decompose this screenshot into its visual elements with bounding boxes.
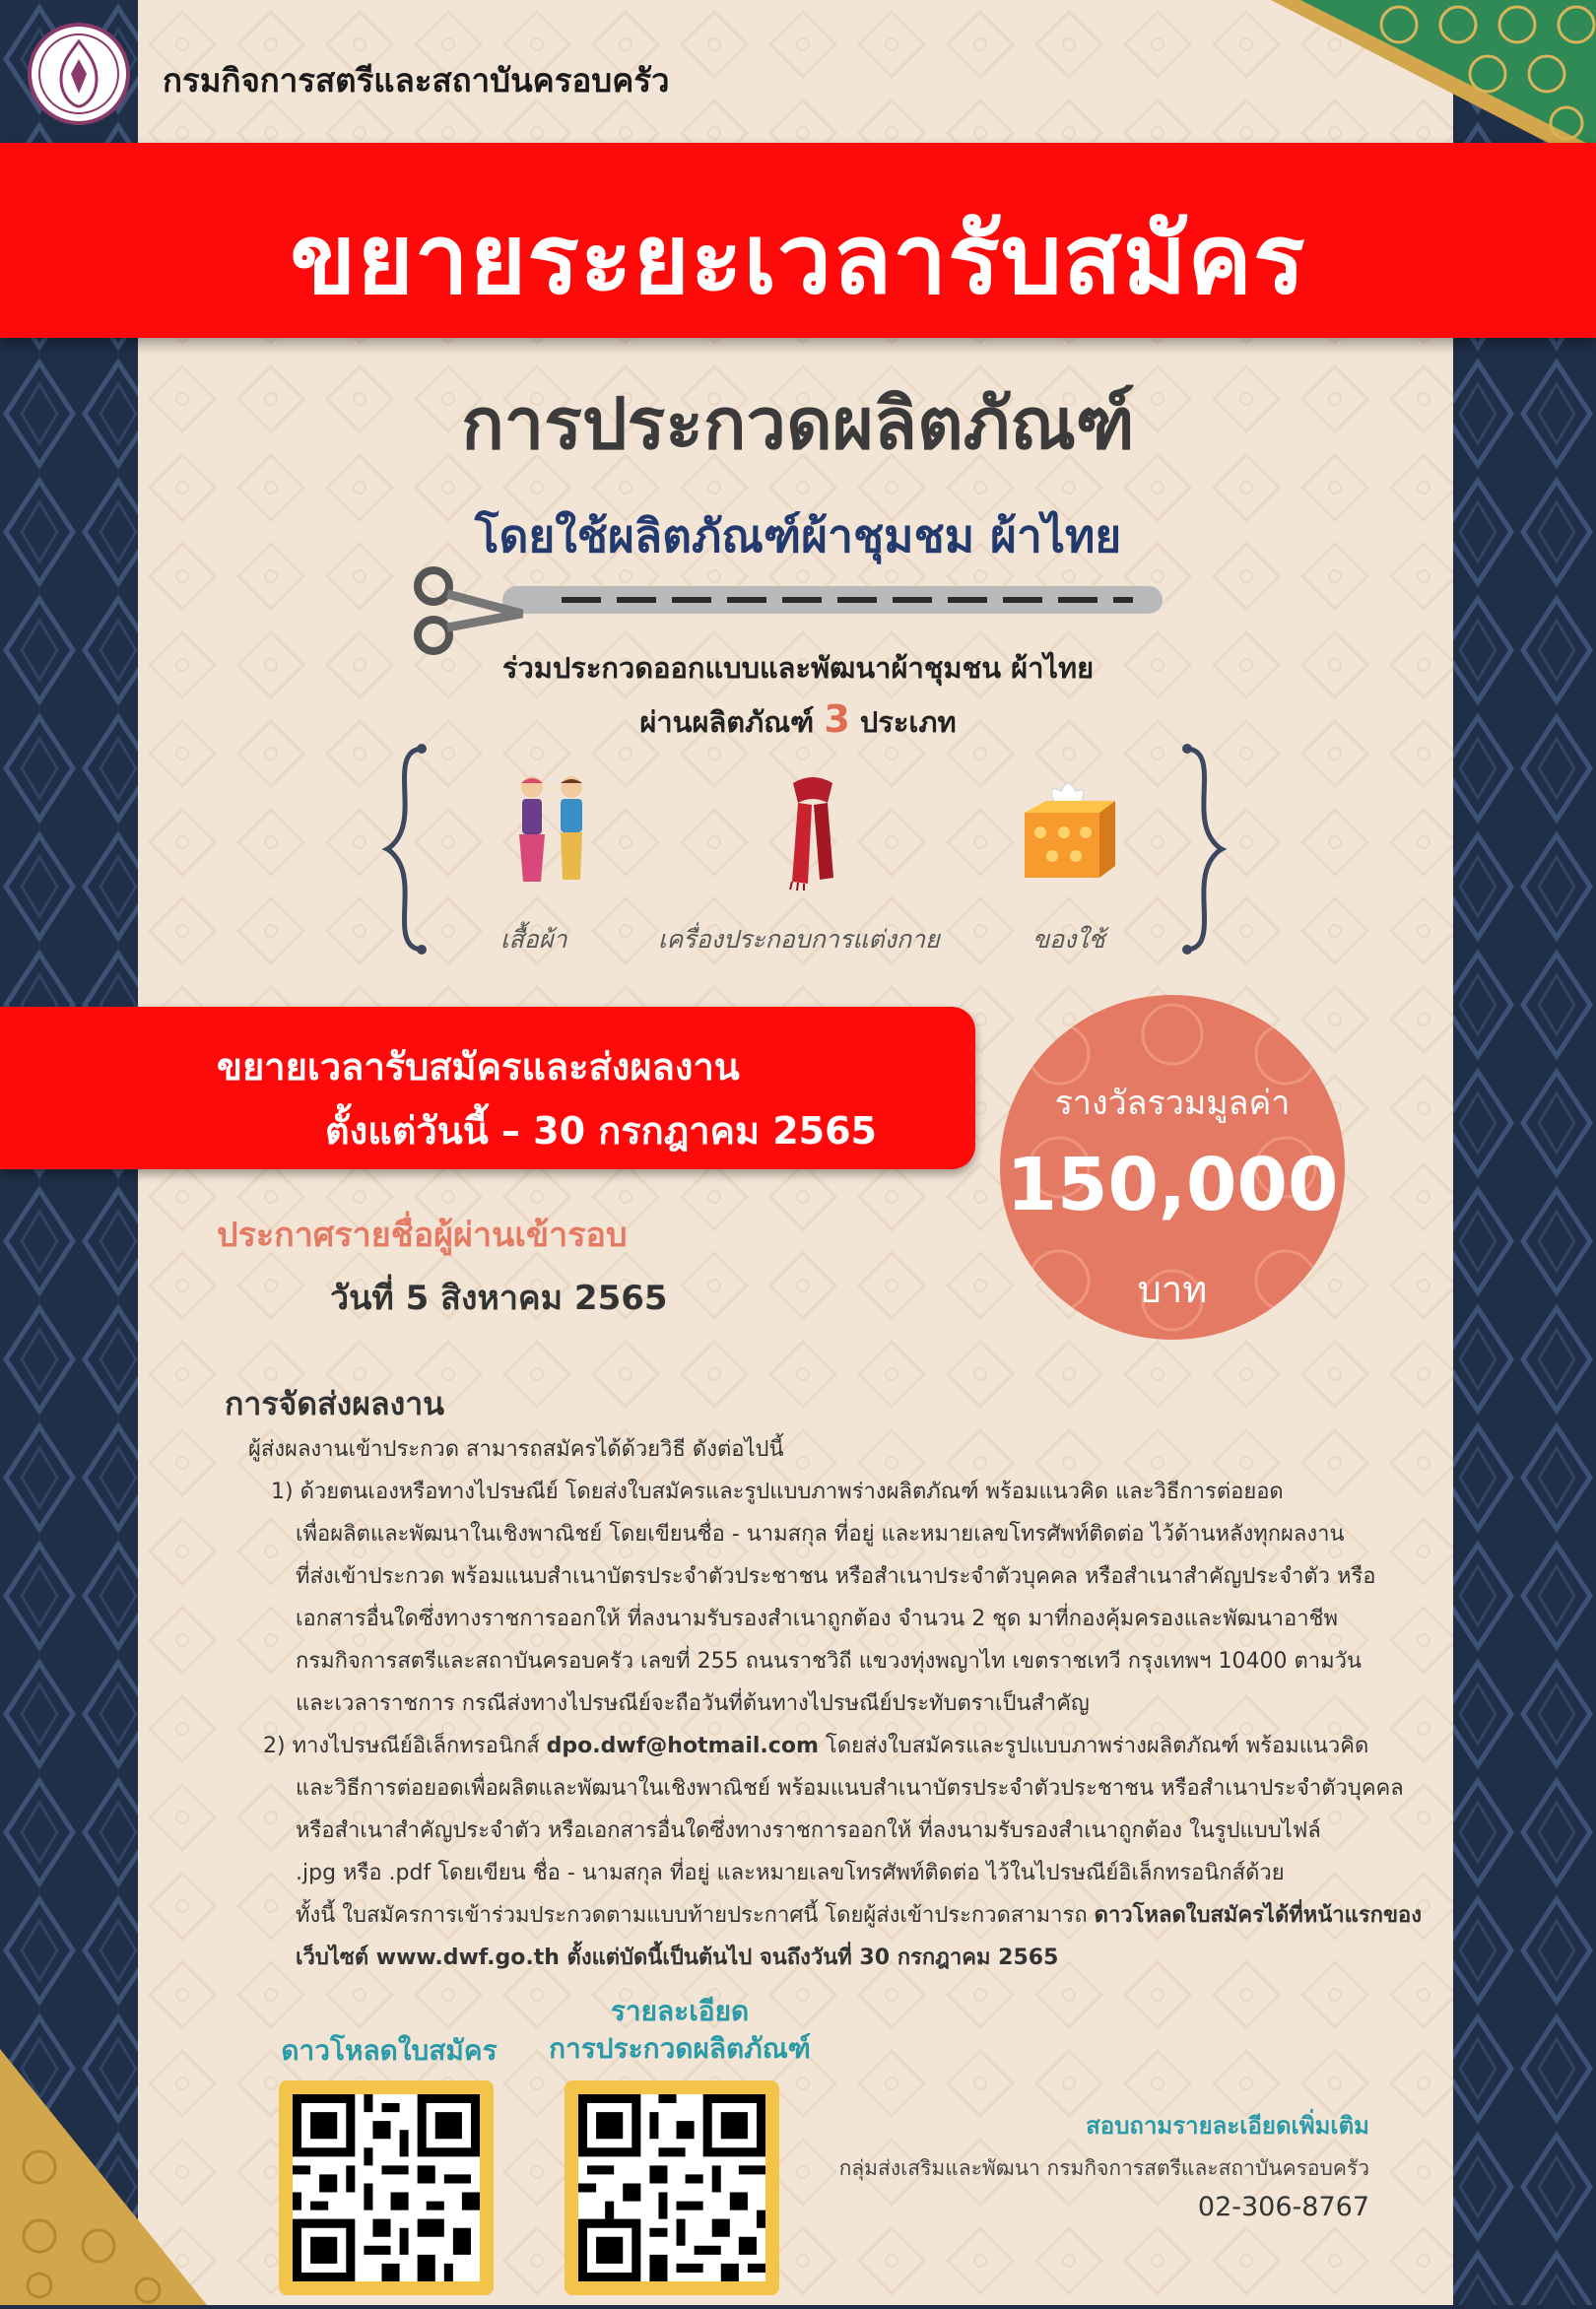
method2-line: .jpg หรือ .pdf โดยเขียน ชื่อ - นามสกุล ที่อยู่ และหมายเลขโทรศัพท์ติดต่อ ไว้ในไปรษณีย์อิเล็กทรอนิกส์ด้วย <box>296 1861 1285 1885</box>
organization-name: กรมกิจการสตรีและสถาบันครอบครัว <box>163 61 670 99</box>
right-pattern-panel <box>1438 0 1596 2305</box>
left-ornament-brace <box>382 741 432 957</box>
announcement-title: ประกาศรายชื่อผู้ผ่านเข้ารอบ <box>217 1216 628 1255</box>
method1-line: เอกสารอื่นใดซึ่งทางราชการออกให้ ที่ลงนามรับรองสำเนาถูกต้อง จำนวน 2 ชุด มาที่กองคุ้มครองและพัฒนาอาชีพ <box>296 1607 1338 1631</box>
contact-phone[interactable]: 02-306-8767 <box>1197 2192 1369 2222</box>
deadline-line-1: ขยายเวลารับสมัครและส่งผลงาน <box>217 1045 740 1089</box>
extension-banner <box>0 143 1596 338</box>
banner-title: ขยายระยะเวลารับสมัคร <box>290 204 1306 316</box>
intro-line-1: ร่วมประกวดออกแบบและพัฒนาผ้าชุมชน ผ้าไทย <box>501 651 1095 685</box>
category-label-clothing: เสื้อผ้า <box>500 925 567 954</box>
deadline-box <box>0 1007 975 1169</box>
qr-code-details[interactable] <box>565 2080 779 2295</box>
submission-intro: ผู้ส่งผลงานเข้าประกวด สามารถสมัครได้ด้วยวิธี ดังต่อไปนี้ <box>248 1437 784 1462</box>
website-link-line[interactable]: เว็บไซต์ www.dwf.go.th ตั้งแต่บัดนี้เป็นต้นไป จนถึงวันที่ 30 กรกฎาคม 2565 <box>296 1946 1059 1970</box>
decorative-corner-bottom-left <box>0 2049 207 2305</box>
scissor-cut-line <box>404 566 1163 655</box>
qr-details-title-1: รายละเอียด <box>610 1995 750 2027</box>
qr-details-title-2: การประกวดผลิตภัณฑ์ <box>549 2032 811 2065</box>
qr-code-application[interactable] <box>279 2080 494 2295</box>
category-count: 3 <box>824 697 850 741</box>
couple-clothing-icon <box>498 773 606 891</box>
method1-line: กรมกิจการสตรีและสถาบันครอบครัว เลขที่ 255 ถนนราชวิถี แขวงทุ่งพญาไท เขตราชเทวี กรุงเทพฯ 10400 ตามวัน <box>296 1649 1363 1674</box>
method1-line: และเวลาราชการ กรณีส่งทางไปรษณีย์จะถือวันที่ต้นทางไปรษณีย์ประทับตราเป็นสำคัญ <box>296 1691 1090 1716</box>
announcement-date: วันที่ 5 สิงหาคม 2565 <box>330 1279 668 1318</box>
prize-circle <box>1000 995 1345 1340</box>
method1-line: ที่ส่งเข้าประกวด พร้อมแนบสำเนาบัตรประจำตัวประชาชน หรือสำเนาประจำตัวบุคคล หรือสำเนาสำคัญประจำตัว หรือ <box>296 1564 1376 1589</box>
qr-icon <box>578 2094 765 2281</box>
email-address[interactable]: dpo.dwf@hotmail.com <box>546 1734 819 1758</box>
prize-amount: 150,000 <box>1006 1143 1339 1227</box>
contact-title: สอบถามรายละเอียดเพิ่มเติม <box>1086 2112 1369 2140</box>
method2-line: ทั้งนี้ ใบสมัครการเข้าร่วมประกวดตามแบบท้ายประกาศนี้ โดยผู้ส่งเข้าประกวดสามารถ ดาวโหลดใบสมัครได้ที่หน้าแรกของ <box>296 1903 1422 1928</box>
category-label-accessories: เครื่องประกอบการแต่งกาย <box>658 925 940 954</box>
contest-subtitle: โดยใช้ผลิตภัณฑ์ผ้าชุมชม ผ้าไทย <box>474 509 1122 562</box>
method2-first-line: 2) ทางไปรษณีย์อิเล็กทรอนิกส์ dpo.dwf@hotmail.com โดยส่งใบสมัครและรูปแบบภาพร่างผลิตภัณฑ์ พร้อมแนวคิด <box>263 1734 1369 1758</box>
method2-line: และวิธีการต่อยอดเพื่อผลิตและพัฒนาในเชิงพาณิชย์ พร้อมแนบสำเนาบัตรประจำตัวประชาชน หรือสำเนาประจำตัวบุคคล <box>296 1776 1404 1801</box>
scarf-icon <box>778 773 847 891</box>
deadline-line-2: ตั้งแต่วันนี้ – 30 กรกฎาคม 2565 <box>325 1109 877 1153</box>
prize-label: รางวัลรวมมูลค่า <box>1054 1084 1291 1123</box>
submission-title: การจัดส่งผลงาน <box>225 1385 445 1422</box>
tissue-box-icon <box>1017 773 1115 891</box>
method1-line: 1) ด้วยตนเองหรือทางไปรษณีย์ โดยส่งใบสมัครและรูปแบบภาพร่างผลิตภัณฑ์ พร้อมแนวคิด และวิธีการต่อยอด <box>271 1480 1284 1504</box>
prize-unit: บาท <box>1137 1268 1208 1311</box>
scissors-icon <box>418 570 522 651</box>
ministry-seal-logo <box>20 20 148 128</box>
method2-line: หรือสำเนาสำคัญประจำตัว หรือเอกสารอื่นใดซึ่งทางราชการออกให้ ที่ลงนามรับรองสำเนาถูกต้อง ในรูปแบบไฟล์ <box>296 1818 1321 1843</box>
contest-title: การประกวดผลิตภัณฑ์ <box>461 382 1135 465</box>
contact-group: กลุ่มส่งเสริมและพัฒนา กรมกิจการสตรีและสถาบันครอบครัว <box>838 2156 1369 2180</box>
category-label-household: ของใช้ <box>1032 925 1105 954</box>
qr-application-title: ดาวโหลดใบสมัคร <box>281 2034 498 2067</box>
qr-icon <box>293 2094 480 2281</box>
intro-line-2: ผ่านผลิตภัณฑ์ 3 ประเภท <box>639 697 957 741</box>
right-ornament-brace <box>1177 741 1227 957</box>
method1-line: เพื่อผลิตและพัฒนาในเชิงพาณิชย์ โดยเขียนชื่อ - นามสกุล ที่อยู่ และหมายเลขโทรศัพท์ติดต่อ ไว้ด้านหลังทุกผลงาน <box>296 1522 1345 1547</box>
